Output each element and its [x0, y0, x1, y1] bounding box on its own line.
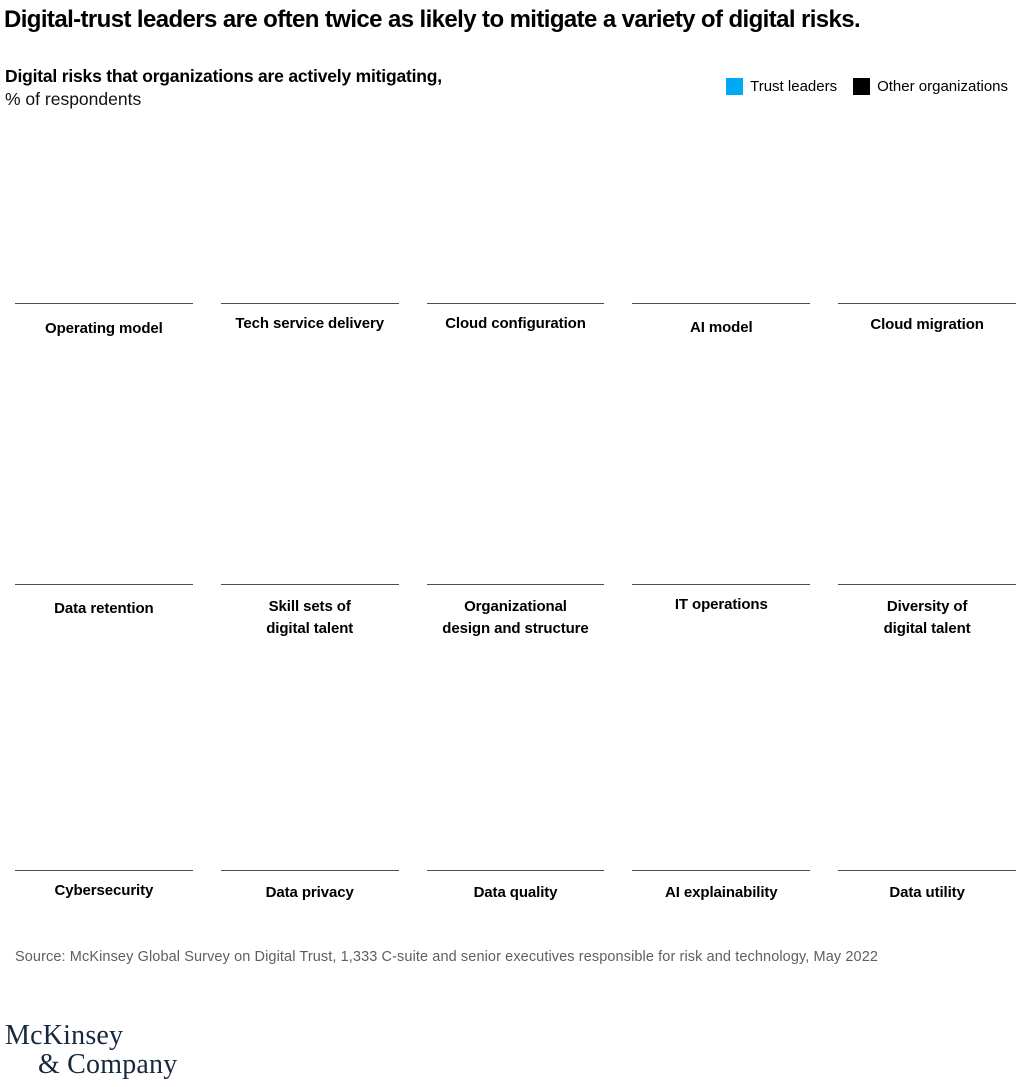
chart-grid [0, 134, 1031, 911]
legend-item-other-organizations [853, 78, 1008, 95]
mini-chart-label: Cloud migration [870, 316, 984, 334]
mini-chart-skill-sets-of-digital-talent [221, 354, 399, 640]
mini-chart-plot-area [838, 134, 1016, 304]
mini-chart-plot-area [221, 640, 399, 871]
mini-chart-ai-model [632, 134, 810, 354]
mini-chart-diversity-of-digital-talent [838, 354, 1016, 640]
mini-chart-label: IT operations [674, 596, 768, 614]
legend-label: Other organizations [877, 78, 1008, 96]
mini-chart-plot-area [427, 354, 605, 585]
mini-chart-label: AI explainability [665, 884, 778, 902]
chart-header [0, 65, 1031, 111]
mini-chart-plot-area [427, 640, 605, 871]
mini-chart-ai-explainability [632, 640, 810, 911]
mini-chart-data-utility [838, 640, 1016, 911]
mini-chart-plot-area [15, 134, 193, 304]
mini-chart-plot-area [221, 354, 399, 585]
mini-chart-label: Tech service delivery [235, 315, 384, 333]
mini-chart-plot-area [427, 134, 605, 304]
mini-chart-label: Data privacy [265, 884, 354, 902]
mini-chart-data-quality [427, 640, 605, 911]
chart-title: Digital-trust leaders are often twice as likely to mitigate a variety of digital risks. [4, 6, 861, 33]
mini-chart-label: Operating model [45, 320, 163, 338]
mini-chart-cloud-migration [838, 134, 1016, 354]
legend-item-trust-leaders [726, 78, 837, 95]
logo-line1: McKinsey [5, 1020, 124, 1051]
mini-chart-label: Data utility [889, 884, 965, 902]
mckinsey-logo [5, 1021, 177, 1079]
legend-label: Trust leaders [750, 78, 838, 96]
source-note: Source: McKinsey Global Survey on Digital Trust, 1,333 C-suite and senior executives responsible for risk and technology, May 2022 [15, 949, 879, 966]
mini-chart-label: Cloud configuration [445, 315, 586, 333]
mini-chart-label: Data retention [54, 600, 154, 618]
other-organizations-swatch-icon [853, 78, 870, 95]
mini-chart-label: Skill sets of digital talent [266, 598, 354, 638]
mini-chart-organizational-design-and-structure [427, 354, 605, 640]
chart-subtitle [5, 65, 442, 111]
mini-chart-cloud-configuration [427, 134, 605, 354]
mini-chart-plot-area [838, 354, 1016, 585]
mini-chart-tech-service-delivery [221, 134, 399, 354]
subtitle-unit: % of respondents [5, 89, 142, 110]
mini-chart-plot-area [632, 134, 810, 304]
mini-chart-plot-area [632, 354, 810, 585]
mini-chart-operating-model [15, 134, 193, 354]
mini-chart-it-operations [632, 354, 810, 640]
logo-line2: & Company [38, 1049, 178, 1080]
mini-chart-label: Diversity of digital talent [883, 598, 971, 638]
mini-chart-cybersecurity [15, 640, 193, 911]
mini-chart-plot-area [632, 640, 810, 871]
mini-chart-data-privacy [221, 640, 399, 911]
trust-leaders-swatch-icon [726, 78, 743, 95]
subtitle-bold: Digital risks that organizations are actively mitigating, [5, 66, 442, 87]
mini-chart-label: Data quality [473, 884, 558, 902]
mini-chart-data-retention [15, 354, 193, 640]
mini-chart-plot-area [221, 134, 399, 304]
mini-chart-plot-area [838, 640, 1016, 871]
legend [726, 78, 1008, 95]
mini-chart-label: Cybersecurity [54, 882, 154, 900]
mini-chart-label: Organizational design and structure [442, 598, 589, 638]
mini-chart-label: AI model [690, 319, 753, 337]
mini-chart-plot-area [15, 354, 193, 585]
mini-chart-plot-area [15, 640, 193, 871]
